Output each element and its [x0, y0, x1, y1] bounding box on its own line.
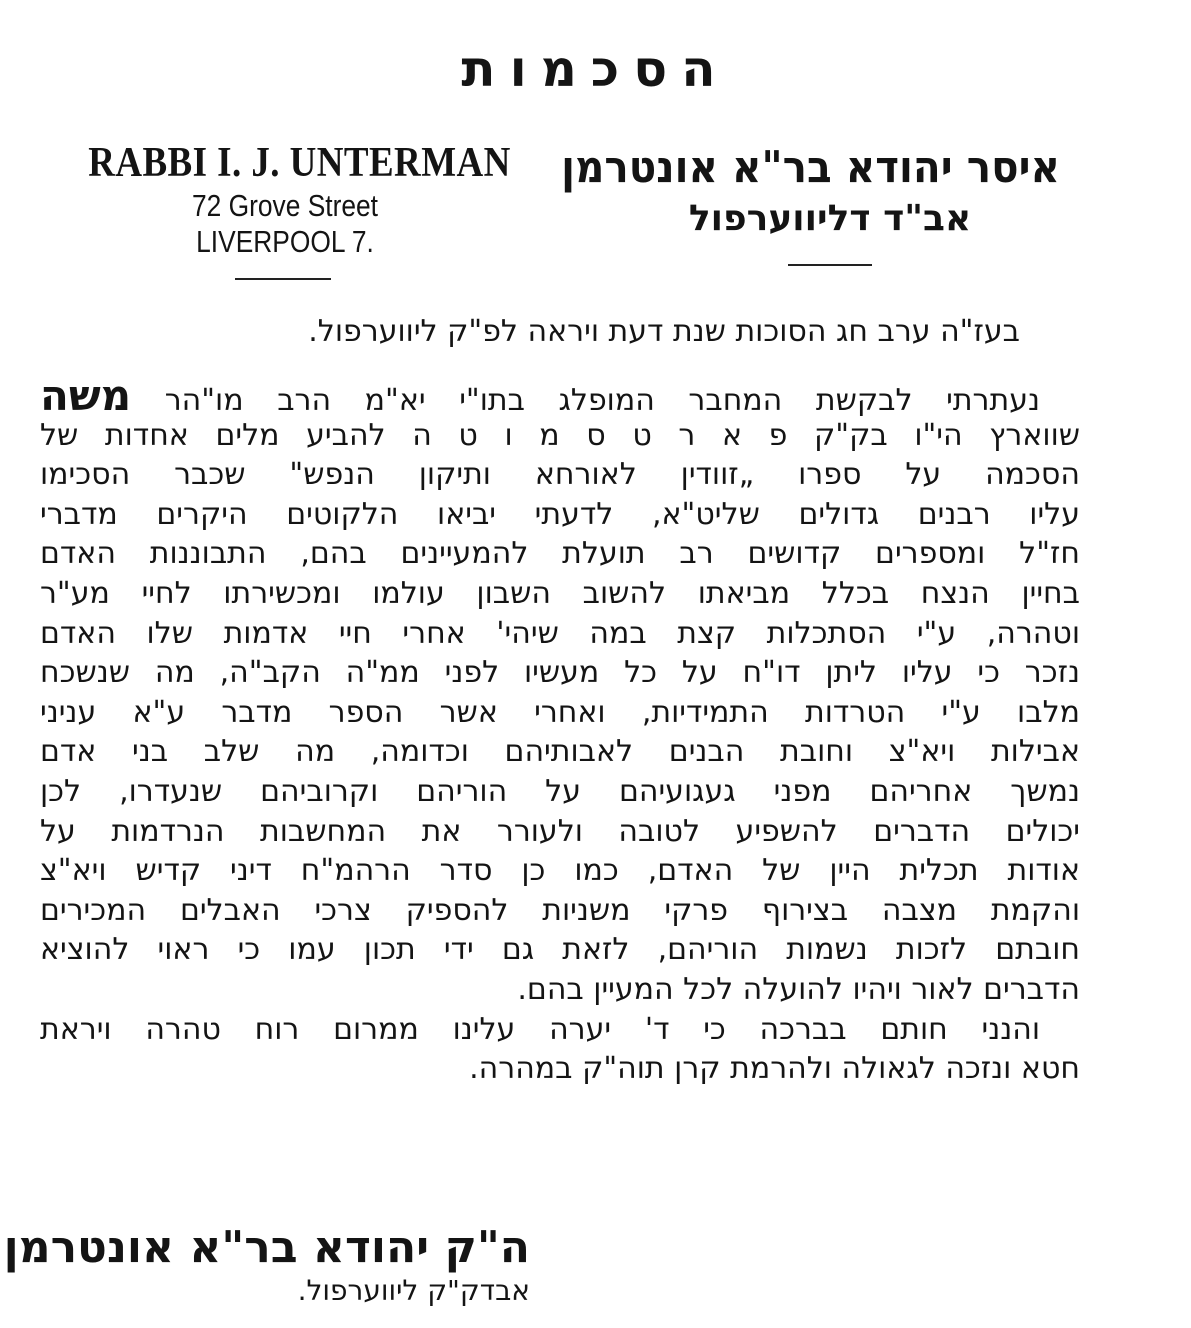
body-line: יכולים הדברים להשפיע לטובה ולעורר את המחשבות הנרדמות על — [40, 813, 1080, 849]
signature-name: ה"ק יהודא בר"א אונטרמן — [3, 1222, 530, 1273]
letterhead-hebrew-position: אב"ד דליווערפול — [688, 198, 972, 239]
closing-paragraph — [40, 1010, 1080, 1089]
date-line: בעז"ה ערב חג הסוכות שנת דעת ויראה לפ"ק ליווערפול. — [308, 314, 1020, 349]
divider-line — [788, 264, 872, 266]
letterhead-english-street: 72 Grove Street — [191, 188, 379, 223]
body-line: נזכר כי עליו ליתן דו"ח על כל מעשיו לפני ממ"ה הקב"ה, מה שנשכח — [40, 655, 1080, 691]
body-line: הדברים לאור ויהיו להועלה לכל המעיין בהם. — [517, 971, 1080, 1007]
body-line: שווארץ הי"ו בק"ק פ א ר ט ס מ ו ט ה להביע מלים אחדות של — [40, 417, 1080, 453]
body-line-text: נעתרתי לבקשת המחבר המופלג בתו"י יא"מ הרב מו"הר — [164, 383, 1040, 418]
letterhead-english — [60, 138, 530, 280]
letterhead-hebrew-name: איסר יהודא בר"א אונטרמן — [561, 142, 1060, 193]
closing-line: והנני חותם בברכה כי ד' יערה עלינו ממרום רוח טהרה ויראת — [40, 1011, 1040, 1047]
body-line: נמשך אחריהם מפני געגועיהם על הוריהם וקרוביהם שנעדרו, לכן — [40, 773, 1080, 809]
author-name-highlight: משה — [40, 371, 132, 420]
body-line: אבילות ויא"צ וחובת הבנים לאבותיהם וכדומה, מה שלב בני אדם — [40, 734, 1080, 770]
body-line: הסכמה על ספרו „זוודין לאורחא ותיקון הנפש" שכבר הסכימו — [40, 457, 1080, 493]
body-line: וטהרה, ע"י הסתכלות קצת במה שיהי' אחרי חיי אדמות שלו האדם — [40, 615, 1080, 651]
letterhead-english-city: LIVERPOOL 7. — [196, 224, 374, 259]
body-line: אודות תכלית היין של האדם, כמו כן סדר הרהמ"ח דיני קדיש ויא"צ — [40, 853, 1080, 889]
page-title: הסכמות — [461, 40, 730, 98]
letterhead-english-name: RABBI I. J. UNTERMAN — [88, 140, 511, 186]
letterhead-hebrew — [561, 140, 1080, 266]
body-line: בחיין הנצח בכלל מביאתו להשוב השבון עולמו ומכשירתו לחיי מע"ר — [40, 575, 1080, 611]
body-line — [40, 371, 1080, 420]
body-line: והקמת מצבה בצירוף פרקי משניות להספיק צרכי האבלים המכירים — [40, 892, 1080, 928]
signature-block — [3, 1222, 530, 1308]
letter-body — [40, 308, 1080, 1089]
signature-title: אבדק"ק ליווערפול. — [297, 1274, 530, 1307]
body-line: עליו רבנים גדולים שליט"א, לדעתי יביאו הלקוטים היקרים מדברי — [40, 496, 1080, 532]
main-paragraph — [40, 371, 1080, 1010]
body-line: חובתם לזכות נשמות הוריהם, לזאת גם ידי תכון עמו כי ראוי להוציא — [40, 932, 1080, 968]
divider-line — [235, 278, 331, 280]
body-line: חז"ל ומספרים קדושים רב תועלת להמעיינים בהם, התבוננות האדם — [40, 536, 1080, 572]
closing-line: חטא ונזכה לגאולה ולהרמת קרן תוה"ק במהרה. — [469, 1051, 1080, 1087]
body-line: מלבו ע"י הטרדות התמידיות, ואחרי אשר הספר מדבר ע"א עניני — [40, 694, 1080, 730]
